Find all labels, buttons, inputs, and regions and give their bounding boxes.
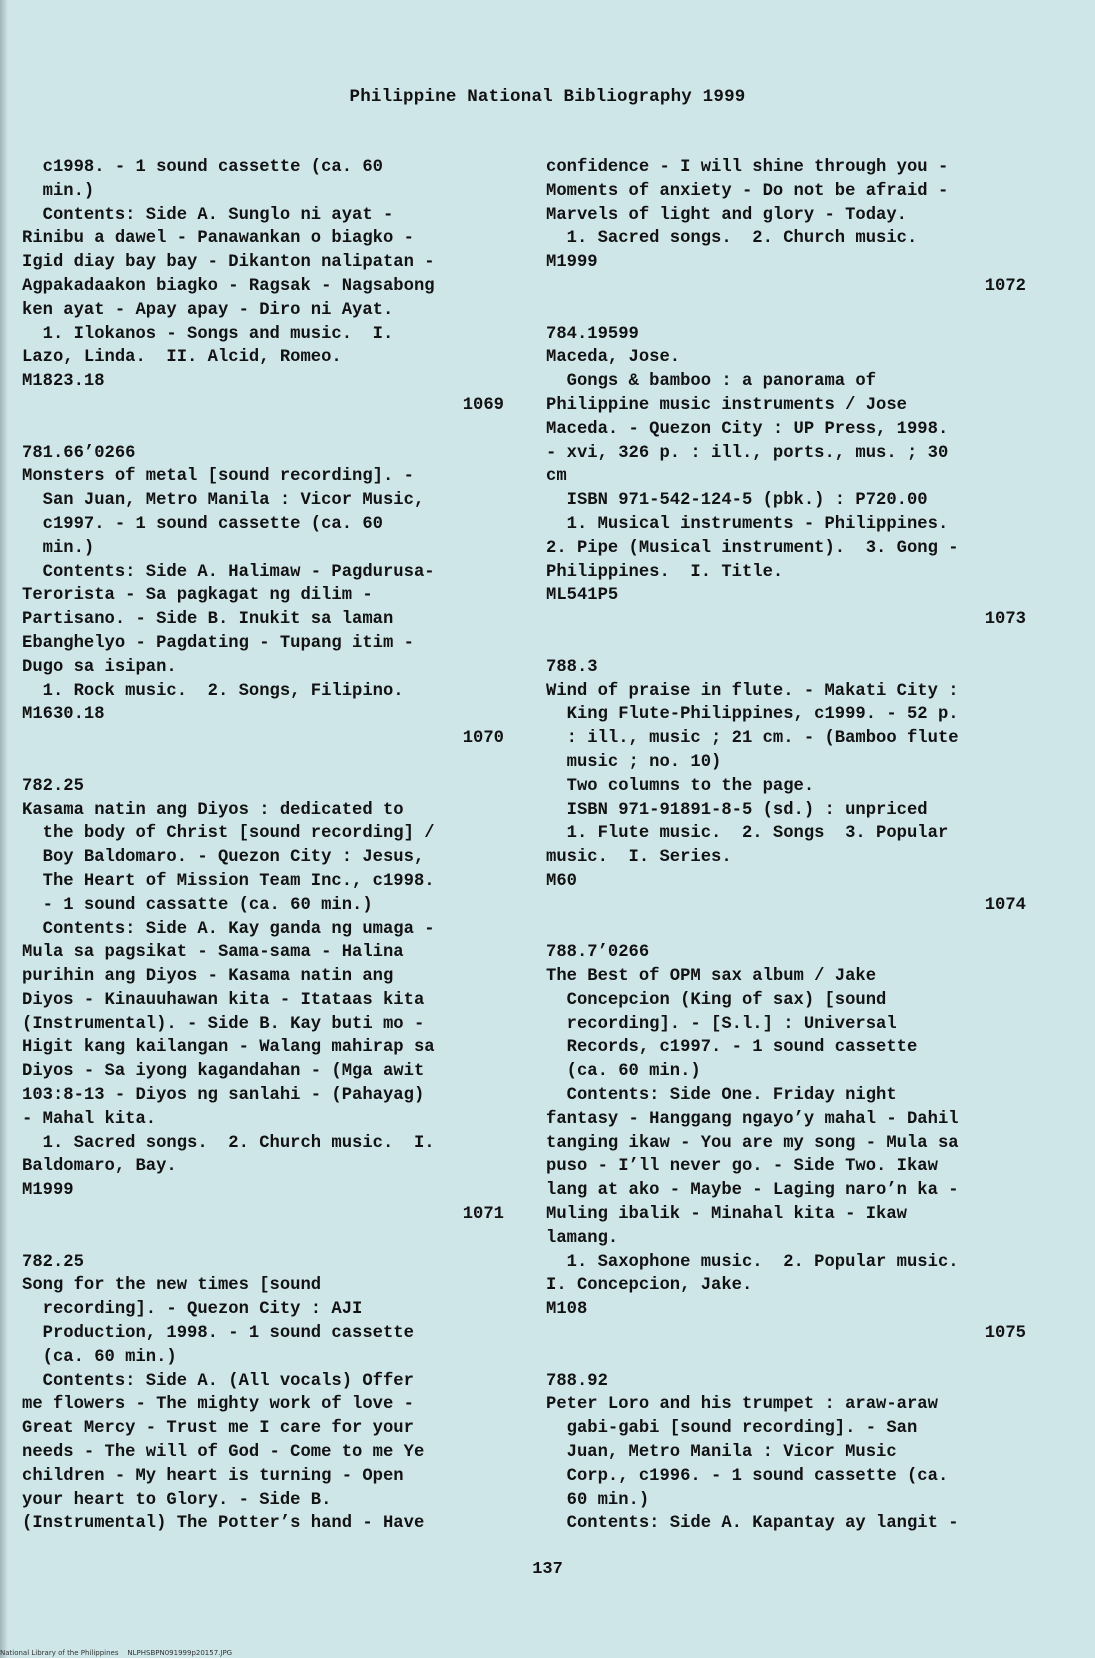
text-line: : ill., music ; 21 cm. - (Bamboo flute — [546, 729, 959, 749]
text-line: Philippine music instruments / Jose — [546, 395, 907, 415]
text-line: 782.25 — [22, 1252, 84, 1272]
text-line: cm — [546, 467, 567, 487]
text-line: Peter Loro and his trumpet : araw-araw — [546, 1395, 938, 1415]
text-line: Higit kang kailangan - Walang mahirap sa — [22, 1038, 435, 1058]
text-line: Wind of praise in flute. - Makati City : — [546, 681, 959, 701]
text-line: Moments of anxiety - Do not be afraid - — [546, 181, 949, 201]
entry-spacer — [546, 1346, 1026, 1370]
text-line: music. I. Series. — [546, 848, 732, 868]
text-line: ISBN 971-542-124-5 (pbk.) : P720.00 — [546, 491, 928, 511]
text-line: 781.66’0266 — [22, 443, 136, 463]
text-line: 788.3 — [546, 657, 598, 677]
page-number: 137 — [532, 1560, 563, 1579]
text-line: c1997. - 1 sound cassette (ca. 60 — [22, 514, 383, 534]
text-line: Contents: Side A. Sunglo ni ayat - — [22, 205, 394, 225]
text-line: 782.25 — [22, 776, 84, 796]
text-line: your heart to Glory. - Side B. — [22, 1490, 332, 1510]
text-line: Maceda. - Quezon City : UP Press, 1998. — [546, 419, 949, 439]
page-title: Philippine National Bibliography 1999 — [349, 87, 746, 107]
text-line: 788.7’0266 — [546, 943, 650, 963]
text-line: Marvels of light and glory - Today. — [546, 205, 907, 225]
text-line: Diyos - Kinauuhawan kita - Itataas kita — [22, 990, 425, 1010]
text-line: 1. Saxophone music. 2. Popular music. — [546, 1252, 959, 1272]
text-line: M1630.18 — [22, 705, 105, 725]
text-line: Boy Baldomaro. - Quezon City : Jesus, — [22, 848, 425, 868]
text-line: Philippines. I. Title. — [546, 562, 784, 582]
text-line: King Flute-Philippines, c1999. - 52 p. — [546, 705, 959, 725]
text-line: ISBN 971-91891-8-5 (sd.) : unpriced — [546, 800, 928, 820]
text-line: Gongs & bamboo : a panorama of — [546, 372, 877, 392]
text-line: (Instrumental). - Side B. Kay buti mo - — [22, 1014, 425, 1034]
text-line: Juan, Metro Manila : Vicor Music — [546, 1443, 897, 1463]
text-line: Maceda, Jose. — [546, 348, 681, 368]
text-line: Lazo, Linda. II. Alcid, Romeo. — [22, 348, 342, 368]
text-line: Baldomaro, Bay. — [22, 1157, 177, 1177]
text-line: Corp., c1996. - 1 sound cassette (ca. — [546, 1466, 949, 1486]
text-line: recording]. - [S.l.] : Universal — [546, 1014, 897, 1034]
text-line: fantasy - Hanggang ngayo’y mahal - Dahil — [546, 1109, 959, 1129]
text-line: music ; no. 10) — [546, 752, 722, 772]
entry-number: 1073 — [984, 610, 1026, 630]
text-line: Mula sa pagsikat - Sama-sama - Halina — [22, 943, 404, 963]
text-line: Great Mercy - Trust me I care for your — [22, 1419, 414, 1439]
text-line: The Best of OPM sax album / Jake — [546, 967, 877, 987]
text-line: Song for the new times [sound — [22, 1276, 322, 1296]
text-line: Contents: Side A. Kapantay ay langit - — [546, 1514, 959, 1534]
text-line: Terorista - Sa pagkagat ng dilim - — [22, 586, 373, 606]
right-column — [546, 156, 1026, 1536]
text-line: Agpakadaakon biagko - Ragsak - Nagsabong — [22, 276, 435, 296]
text-line: Dugo sa isipan. — [22, 657, 177, 677]
text-line: 2. Pipe (Musical instrument). 3. Gong - — [546, 538, 959, 558]
text-line: Igid diay bay bay - Dikanton nalipatan - — [22, 253, 435, 273]
scan-footer: National Library of the Philippines NLPHSBPN091999p20157.JPG — [0, 1649, 233, 1657]
text-line: children - My heart is turning - Open — [22, 1466, 404, 1486]
text-line: Muling ibalik - Minahal kita - Ikaw — [546, 1205, 907, 1225]
text-line: purihin ang Diyos - Kasama natin ang — [22, 967, 394, 987]
entry-number: 1071 — [462, 1205, 504, 1225]
text-line: 1. Rock music. 2. Songs, Filipino. — [22, 681, 404, 701]
text-line: ML541P5 — [546, 586, 619, 606]
text-line: M1999 — [22, 1181, 74, 1201]
text-line: confidence - I will shine through you - — [546, 158, 949, 177]
entry-number: 1074 — [984, 895, 1026, 915]
text-line: - 1 sound cassatte (ca. 60 min.) — [22, 895, 373, 915]
text-line: 60 min.) — [546, 1490, 650, 1510]
text-line: Contents: Side A. (All vocals) Offer — [22, 1371, 414, 1391]
text-line: - Mahal kita. — [22, 1109, 157, 1129]
text-line: the body of Christ [sound recording] / — [22, 824, 435, 844]
text-line: me flowers - The mighty work of love - — [22, 1395, 414, 1415]
text-line: min.) — [22, 538, 95, 558]
text-line: (ca. 60 min.) — [546, 1062, 701, 1082]
entry-spacer — [22, 1227, 504, 1251]
text-line: puso - I’ll never go. - Side Two. Ikaw — [546, 1157, 938, 1177]
text-line: Diyos - Sa iyong kagandahan - (Mga awit — [22, 1062, 425, 1082]
entry-spacer — [22, 751, 504, 775]
text-line: Monsters of metal [sound recording]. - — [22, 467, 414, 487]
text-line: Contents: Side One. Friday night — [546, 1086, 897, 1106]
text-line: needs - The will of God - Come to me Ye — [22, 1443, 425, 1463]
text-line: Contents: Side A. Halimaw - Pagdurusa- — [22, 562, 435, 582]
text-line: (Instrumental) The Potter’s hand - Have — [22, 1514, 425, 1534]
text-line: 1. Flute music. 2. Songs 3. Popular — [546, 824, 949, 844]
text-line: M60 — [546, 871, 577, 891]
text-line: c1998. - 1 sound cassette (ca. 60 — [22, 158, 383, 177]
text-line: Two columns to the page. — [546, 776, 815, 796]
text-line: Partisano. - Side B. Inukit sa laman — [22, 610, 394, 630]
text-line: 103:8-13 - Diyos ng sanlahi - (Pahayag) — [22, 1086, 425, 1106]
entry-spacer — [546, 632, 1026, 656]
text-line: gabi-gabi [sound recording]. - San — [546, 1419, 918, 1439]
text-line: recording]. - Quezon City : AJI — [22, 1300, 363, 1320]
text-line: 788.92 — [546, 1371, 608, 1391]
text-line: San Juan, Metro Manila : Vicor Music, — [22, 491, 425, 511]
text-line: The Heart of Mission Team Inc., c1998. — [22, 871, 435, 891]
entry-number: 1070 — [462, 729, 504, 749]
text-line: 1. Sacred songs. 2. Church music. — [546, 229, 918, 249]
text-line: 1. Sacred songs. 2. Church music. I. — [22, 1133, 435, 1153]
text-line: 784.19599 — [546, 324, 639, 344]
entry-spacer — [546, 299, 1026, 323]
text-line: Concepcion (King of sax) [sound — [546, 990, 887, 1010]
text-line: M1999 — [546, 253, 598, 273]
page-edge-shadow — [0, 0, 8, 1658]
text-line: M108 — [546, 1300, 588, 1320]
entry-number: 1075 — [984, 1324, 1026, 1344]
entry-spacer — [546, 918, 1026, 942]
text-line: ken ayat - Apay apay - Diro ni Ayat. — [22, 300, 394, 320]
text-line: lang at ako - Maybe - Laging naro’n ka - — [546, 1181, 959, 1201]
text-line: 1. Musical instruments - Philippines. — [546, 514, 949, 534]
text-line: min.) — [22, 181, 95, 201]
left-column — [22, 156, 504, 1536]
text-line: Contents: Side A. Kay ganda ng umaga - — [22, 919, 435, 939]
entry-number: 1072 — [984, 276, 1026, 296]
text-line: Ebanghelyo - Pagdating - Tupang itim - — [22, 633, 414, 653]
text-line: lamang. — [546, 1228, 619, 1248]
entry-number: 1069 — [462, 395, 504, 415]
text-line: 1. Ilokanos - Songs and music. I. — [22, 324, 394, 344]
text-line: Records, c1997. - 1 sound cassette — [546, 1038, 918, 1058]
text-line: - xvi, 326 p. : ill., ports., mus. ; 30 — [546, 443, 949, 463]
text-line: (ca. 60 min.) — [22, 1347, 177, 1367]
text-line: Kasama natin ang Diyos : dedicated to — [22, 800, 404, 820]
text-line: I. Concepcion, Jake. — [546, 1276, 753, 1296]
text-line: tanging ikaw - You are my song - Mula sa — [546, 1133, 959, 1153]
entry-spacer — [22, 418, 504, 442]
text-line: Rinibu a dawel - Panawankan o biagko - — [22, 229, 414, 249]
text-line: Production, 1998. - 1 sound cassette — [22, 1324, 414, 1344]
text-line: M1823.18 — [22, 372, 105, 392]
